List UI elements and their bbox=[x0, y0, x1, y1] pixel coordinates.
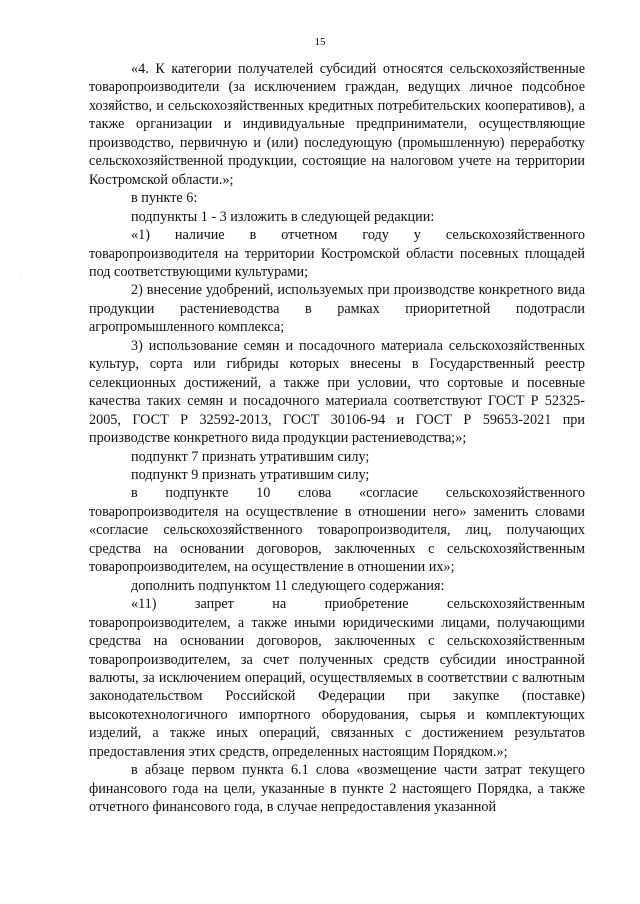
document-body bbox=[89, 60, 585, 817]
paragraph-subpoint-3: 3) использование семян и посадочного материала сельскохозяйственных культур, сорта или гибриды которых внесены в Государственный реестр селекционных достижений, а также при условии, что сортовые и посевные качества таких семян и посадочного материала соответствуют ГОСТ Р 52325-2005, ГОСТ Р 32592-2013, ГОСТ 30106-94 и ГОСТ Р 59653-2021 при производстве конкретного вида продукции растениеводства;»; bbox=[89, 337, 585, 447]
paragraph-subpoint-9-void: подпункт 9 признать утратившим силу; bbox=[131, 466, 370, 483]
paragraph-subpoint-11: «11) запрет на приобретение сельскохозяйственным товаропроизводителем, а также иными юридическими лицами, получающими средства на основании договоров, заключенных с сельскохозяйственным товаропроизводителем, за счет полученных средств субсидии иностранной валюты, за исключением операций, осуществляемых в соответствии с валютным законодательством Российской Федерации при закупке (поставке) высокотехнологичного импортного оборудования, сырья и комплектующих изделий, а также иных операций, связанных с достижением результатов предоставления этих средств, определенных настоящим Порядком.»; bbox=[89, 596, 585, 760]
paragraph-point-6-1-amend: в абзаце первом пункта 6.1 слова «возмещение части затрат текущего финансового года на цели, указанные в пункте 2 настоящего Порядка, а также отчетного финансового года, в случае непредоставления указанной bbox=[89, 762, 585, 816]
paragraph-subpoint-2: 2) внесение удобрений, используемых при производстве конкретного вида продукции растениеводства в рамках приоритетной подотрасли агропромышленного комплекса; bbox=[89, 282, 585, 336]
paragraph-item-4-definition: «4. К категории получателей субсидий относятся сельскохозяйственные товаропроизводители (за исключением граждан, ведущих личное подсобное хозяйство, и сельскохозяйственных кредитных потребительских кооперативов), а также организации и индивидуальные предприниматели, осуществляющие производство, первичную и (или) последующую (промышленную) переработку сельскохозяйственной продукции, состоящие на налоговом учете на территории Костромской области.»; bbox=[89, 61, 585, 188]
paragraph-subpoint-10-amend: в подпункте 10 слова «согласие сельскохозяйственного товаропроизводителя на осуществление в отношении него» заменить словами «согласие сельскохозяйственного товаропроизводителя, лиц, получающих средства на основании договоров, заключенных с сельскохозяйственным товаропроизводителем, на осуществление в отношении их»; bbox=[89, 485, 585, 576]
paragraph-subpoint-1: «1) наличие в отчетном году у сельскохозяйственного товаропроизводителя на территории Костромской области посевных площадей под соответствующими культурами; bbox=[89, 227, 585, 280]
scan-mark: · bbox=[20, 273, 23, 282]
page-number: 15 bbox=[314, 36, 326, 48]
paragraph-subpoint-7-void: подпункт 7 признать утратившим силу; bbox=[131, 448, 370, 465]
paragraph-point-6-intro: в пункте 6: bbox=[131, 190, 198, 207]
paragraph-add-subpoint-11: дополнить подпунктом 11 следующего содержания: bbox=[131, 577, 445, 594]
paragraph-subpoints-1-3-intro: подпункты 1 - 3 изложить в следующей редакции: bbox=[131, 208, 435, 225]
